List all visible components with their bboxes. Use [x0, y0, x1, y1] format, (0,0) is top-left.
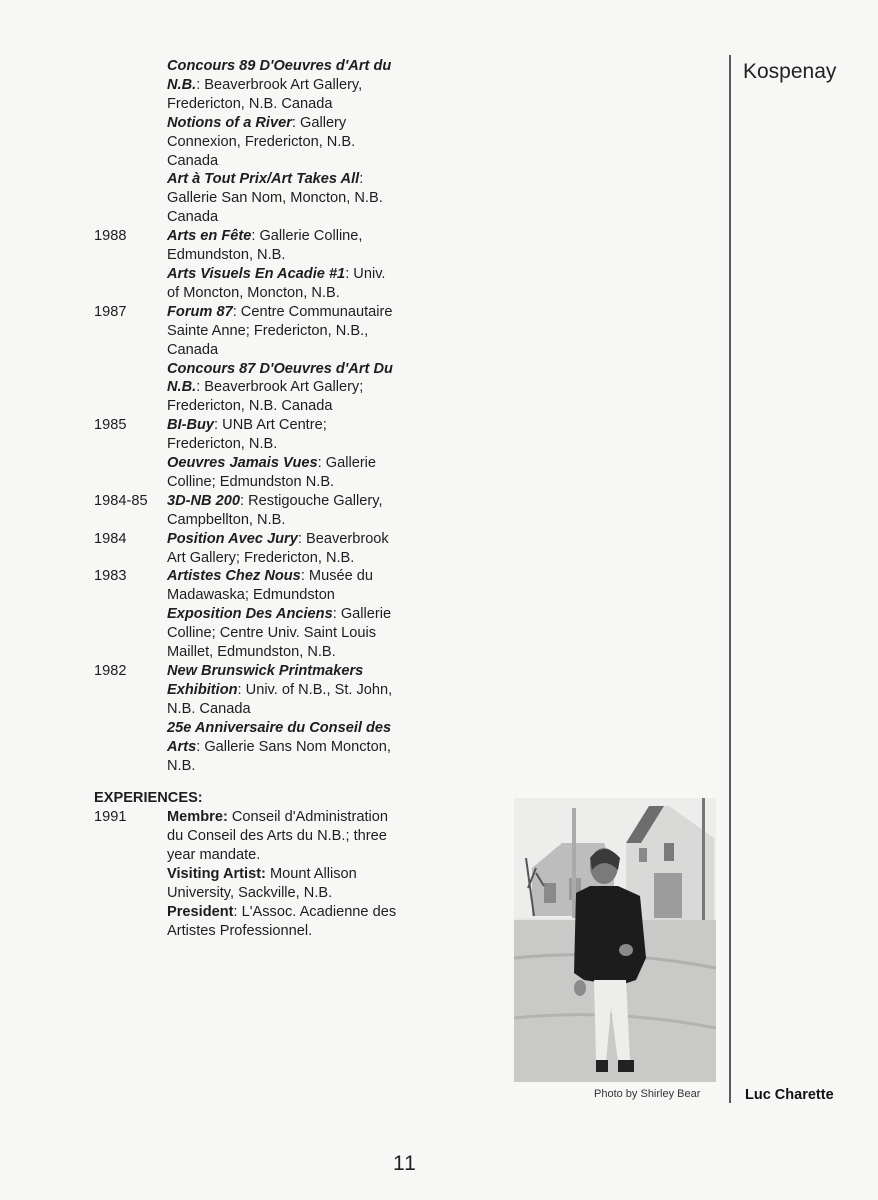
exhibition-item: Concours 87 D'Oeuvres d'Art Du N.B.: Beaverbrook Art Gallery; Fredericton, N.B. Canada [167, 360, 393, 415]
exhibition-year: 1985 [94, 417, 127, 434]
exhibition-item: Arts Visuels En Acadie #1: Univ. of Moncton, Moncton, N.B. [167, 265, 386, 301]
exhibition-item: 3D-NB 200: Restigouche Gallery, Campbellton, N.B. [167, 492, 383, 528]
artist-group-title: Kospenay [743, 60, 837, 83]
exhibition-item: Arts en Fête: Gallerie Colline, Edmundston, N.B. [167, 228, 363, 264]
exhibition-item: Oeuvres Jamais Vues: Gallerie Colline; Edmundston N.B. [167, 455, 377, 490]
exhibition-item: Art à Tout Prix/Art Takes All: Gallerie San Nom, Moncton, N.B. Canada [167, 171, 383, 226]
artist-name: Luc Charette [745, 1087, 834, 1103]
exhibition-entry [94, 416, 414, 492]
exhibition-entry [94, 567, 414, 662]
exhibition-item: 25e Anniversaire du Conseil des Arts: Gallerie Sans Nom Moncton, N.B. [167, 719, 392, 774]
experience-entry [94, 808, 414, 940]
exhibition-year [94, 57, 167, 227]
exhibition-item: Notions of a River: Gallery Connexion, Fredericton, N.B. Canada [167, 114, 356, 169]
exhibition-year: 1982 [94, 663, 127, 679]
exhibition-item: Position Avec Jury: Beaverbrook Art Gallery; Fredericton, N.B. [167, 530, 389, 566]
exhibition-year: 1983 [94, 568, 127, 585]
exhibition-year: 1984-85 [94, 492, 148, 509]
exhibition-list [94, 57, 414, 941]
exhibition-item: Exposition Des Anciens: Gallerie Colline; Centre Univ. Saint Louis Maillet, Edmundston, N.B. [167, 606, 392, 661]
exhibition-entry [94, 492, 414, 530]
exhibition-item: Concours 89 D'Oeuvres d'Art du N.B.: Beaverbrook Art Gallery, Fredericton, N.B. Canada [167, 58, 392, 112]
exhibition-item: Forum 87: Centre Communautaire Sainte Anne; Fredericton, N.B., Canada [167, 303, 393, 358]
exhibition-entry [94, 57, 414, 227]
experience-item: Membre: Conseil d'Administration du Conseil des Arts du N.B.; three year mandate. [167, 809, 388, 864]
exhibition-item: New Brunswick Printmakers Exhibition: Univ. of N.B., St. John, N.B. Canada [167, 663, 393, 717]
experience-year: 1991 [94, 809, 127, 826]
artist-photo [514, 798, 716, 1082]
exhibition-item: Artistes Chez Nous: Musée du Madawaska; Edmundston [167, 568, 374, 604]
photo-caption: Photo by Shirley Bear [594, 1088, 701, 1100]
photo-illustration [514, 798, 716, 1082]
experience-item: Visiting Artist: Mount Allison University, Sackville, N.B. [167, 866, 357, 901]
exhibition-entry [94, 530, 414, 568]
exhibition-entry [94, 227, 414, 303]
exhibition-year: 1984 [94, 530, 127, 547]
experiences-heading: EXPERIENCES: [94, 790, 203, 807]
page-number: 11 [393, 1152, 417, 1175]
exhibition-year: 1987 [94, 303, 127, 320]
experience-item: President: L'Assoc. Acadienne des Artistes Professionnel. [167, 903, 397, 939]
exhibition-entry [94, 303, 414, 416]
exhibition-year: 1988 [94, 228, 127, 245]
exhibition-entry [94, 662, 414, 775]
exhibition-item: BI-Buy: UNB Art Centre; Fredericton, N.B. [167, 417, 327, 453]
vertical-divider [729, 55, 731, 1103]
